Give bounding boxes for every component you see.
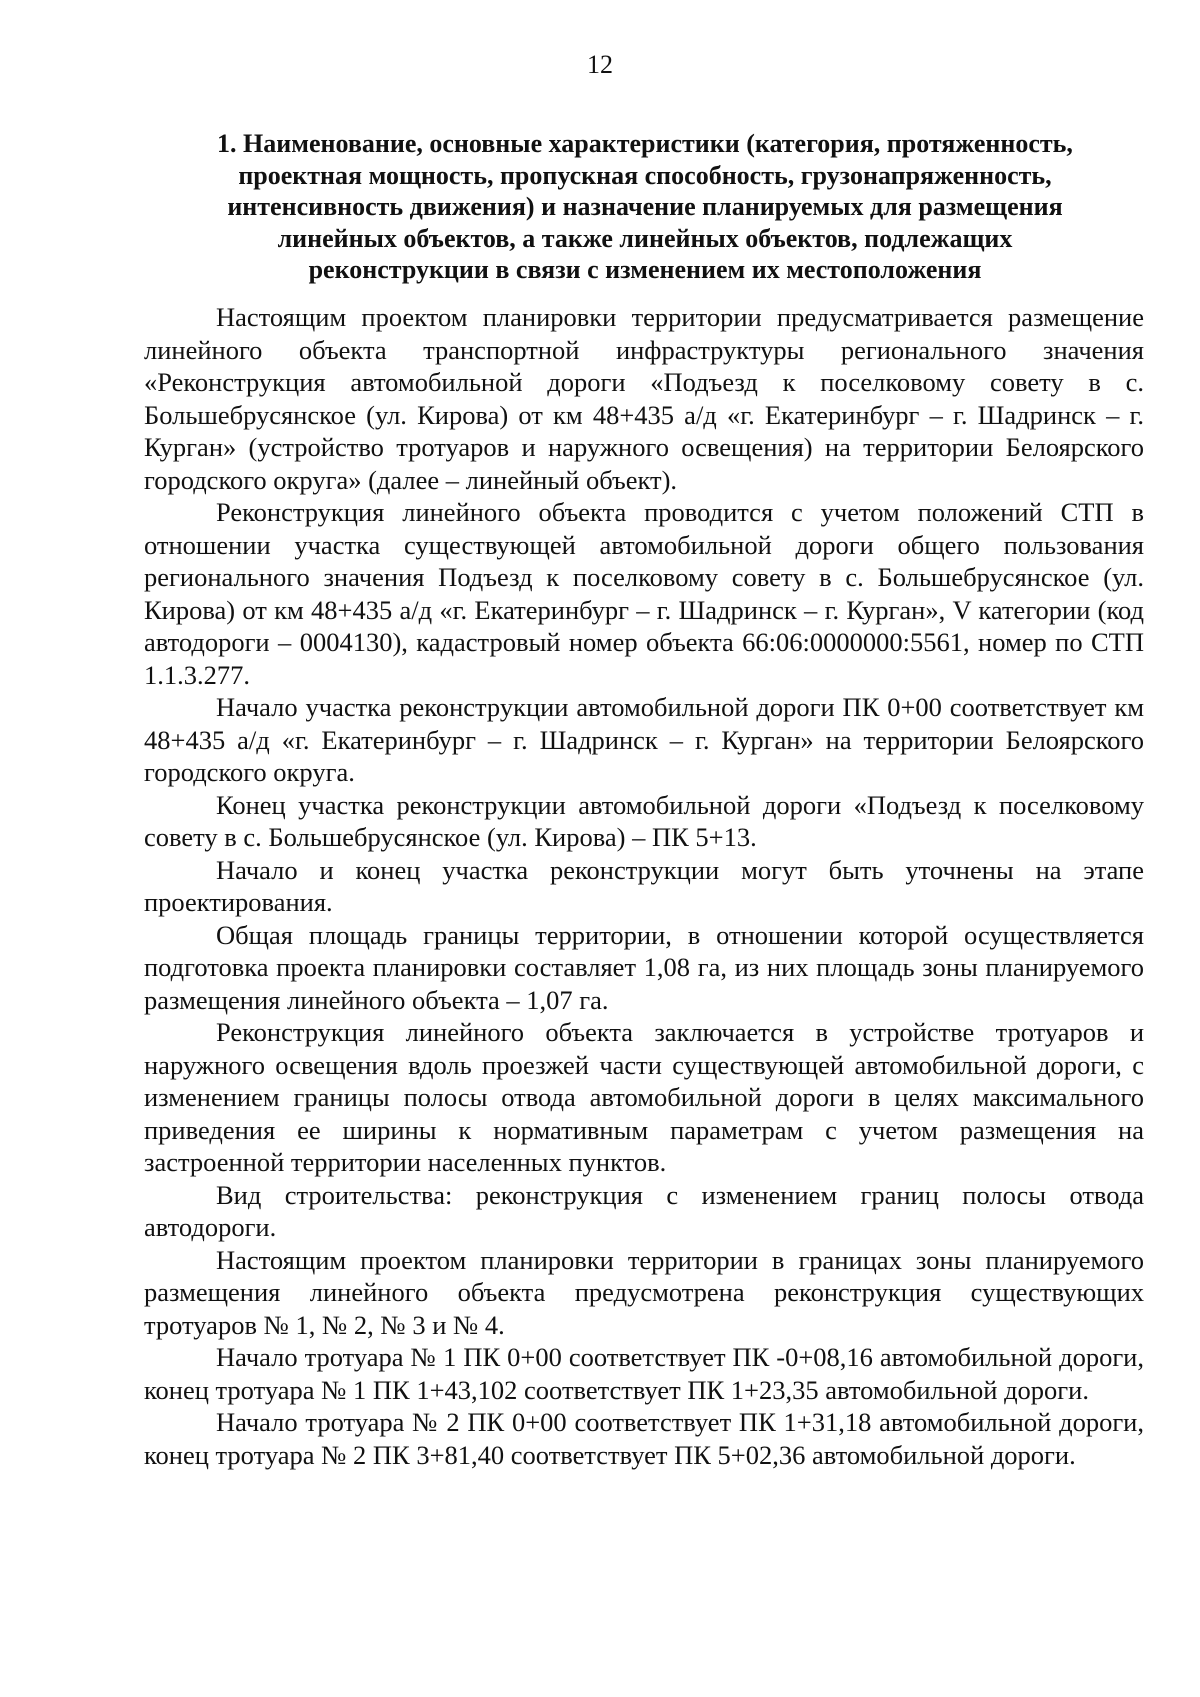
paragraph: Начало участка реконструкции автомобильной дороги ПК 0+00 соответствует км 48+435 а/д «г. Екатеринбург – г. Шадринск – г. Курган» на территории Белоярского городского округа. [144,692,1144,787]
section-title-line: линейных объектов, а также линейных объектов, подлежащих [277,223,1013,253]
paragraph: Начало тротуара № 2 ПК 0+00 соответствует ПК 1+31,18 автомобильной дороги, конец тротуара № 2 ПК 3+81,40 соответствует ПК 5+02,36 автомобильной дороги. [144,1407,1144,1470]
paragraph: Вид строительства: реконструкция с изменением границ полосы отвода автодороги. [144,1179,1144,1242]
paragraph: Общая площадь границы территории, в отношении которой осуществляется подготовка проекта планировки составляет 1,08 га, из них площадь зоны планируемого размещения линейного объекта – 1,07 га. [144,919,1144,1015]
section-title-line: 1. Наименование, основные характеристики (категория, протяженность, [217,129,1073,158]
paragraph: Реконструкция линейного объекта проводится с учетом положений СТП в отношении участка существующей автомобильной дороги общего пользования регионального значения Подъезд к поселковому совету в с. Большебрусянское (ул. Кирова) от км 48+435 а/д «г. Екатеринбург – г. Шадринск – г. Курган», V категории (код автодороги – 0004130), кадастровый номер объекта 66:06:0000000:5561, номер по СТП 1.1.3.277. [144,497,1144,690]
paragraph: Начало тротуара № 1 ПК 0+00 соответствует ПК -0+08,16 автомобильной дороги, конец тротуара № 1 ПК 1+43,102 соответствует ПК 1+23,35 автомобильной дороги. [144,1342,1144,1405]
document-body [144,301,1144,1471]
paragraph: Реконструкция линейного объекта заключается в устройстве тротуаров и наружного освещения вдоль проезжей части существующей автомобильной дороги, с изменением границы полосы отвода автомобильной дороги в целях максимального приведения ее ширины к нормативным параметрам с учетом размещения на застроенной территории населенных пунктов. [144,1017,1144,1177]
section-title [145,128,1145,286]
section-title-line: интенсивность движения) и назначение планируемых для размещения [227,192,1063,221]
paragraph: Настоящим проектом планировки территории предусматривается размещение линейного объекта транспортной инфраструктуры регионального значения «Реконструкция автомобильной дороги «Подъезд к поселковому совету в с. Большебрусянское (ул. Кирова) от км 48+435 а/д «г. Екатеринбург – г. Шадринск – г. Курган» (устройство тротуаров и наружного освещения) на территории Белоярского городского округа» (далее – линейный объект). [144,302,1144,495]
paragraph: Конец участка реконструкции автомобильной дороги «Подъезд к поселковому совету в с. Большебрусянское (ул. Кирова) – ПК 5+13. [144,789,1144,852]
section-title-line: проектная мощность, пропускная способность, грузонапряженность, [238,160,1052,190]
paragraph: Настоящим проектом планировки территории в границах зоны планируемого размещения линейного объекта предусмотрена реконструкция существующих тротуаров № 1, № 2, № 3 и № 4. [144,1244,1144,1340]
page-number: 12 [587,50,613,79]
section-title-line: реконструкции в связи с изменением их местоположения [308,255,982,284]
paragraph: Начало и конец участка реконструкции могут быть уточнены на этапе проектирования. [144,854,1144,917]
